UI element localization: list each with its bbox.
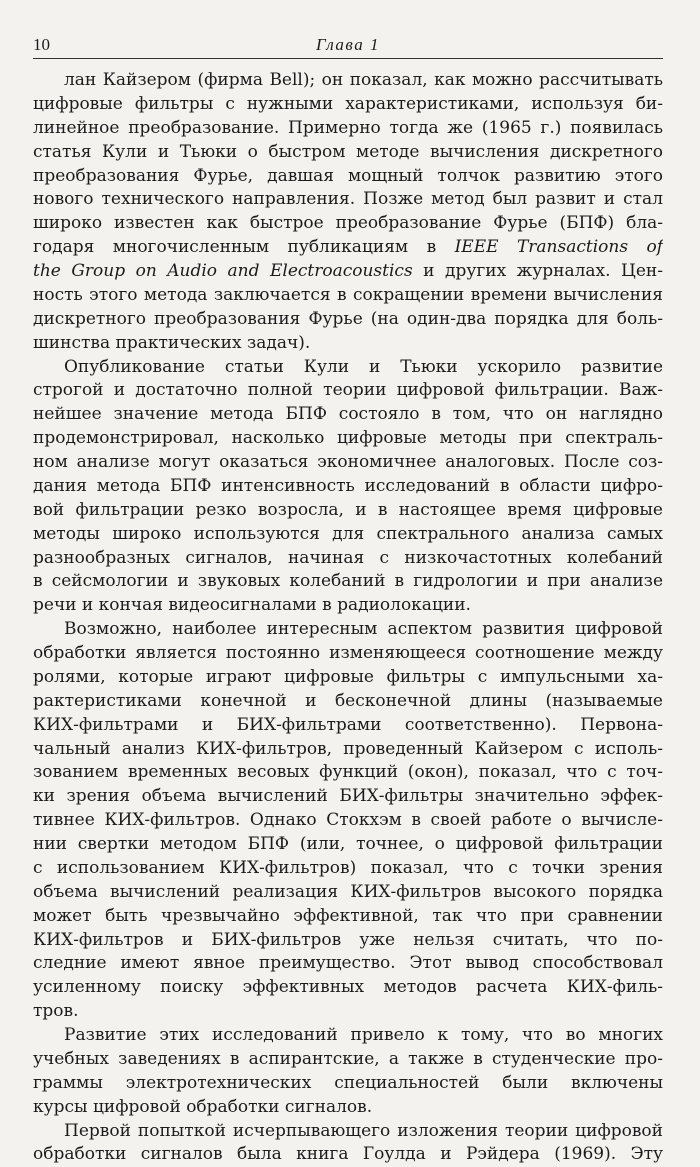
text-line [33, 499, 663, 523]
text-run: лан Кайзером (фирма Bell); он показал, как можно рассчитывать [64, 70, 663, 90]
text-run: курсы цифровой обработки сигналов. [33, 1097, 372, 1117]
text-run: продемонстрировал, насколько цифровые методы при спектраль- [33, 428, 663, 448]
italic-text: the Group on Audio and Electroacoustics [33, 261, 413, 281]
text-line [33, 738, 663, 762]
text-line [33, 881, 663, 905]
page-number: 10 [33, 34, 50, 56]
text-run: тров. [33, 1001, 79, 1021]
text-line [33, 379, 663, 403]
text-run: с использованием КИХ-фильтров) показал, что с точки зрения [33, 858, 663, 878]
text-line [33, 69, 663, 93]
text-line [33, 666, 663, 690]
text-line [33, 332, 663, 356]
text-line [33, 952, 663, 976]
text-line [33, 165, 663, 189]
text-run: статья Кули и Тьюки о быстром методе вычисления дискретного [33, 142, 663, 162]
text-line [33, 761, 663, 785]
text-run: усиленному поиску эффективных методов расчета КИХ-филь- [33, 977, 663, 997]
text-run: ролями, которые играют цифровые фильтры с импульсными ха- [33, 667, 663, 687]
text-run: учебных заведениях в аспирантские, а также в студенческие про- [33, 1049, 663, 1069]
text-line [33, 809, 663, 833]
text-run: КИХ-фильтров и БИХ-фильтров уже нельзя считать, что по- [33, 930, 663, 950]
paragraph [33, 356, 663, 619]
text-line [33, 260, 663, 284]
italic-text: IEEE Transactions of [455, 237, 663, 257]
text-run: преобразования Фурье, давшая мощный толчок развитию этого [33, 166, 663, 186]
chapter-title: Глава 1 [33, 34, 663, 56]
text-line [33, 475, 663, 499]
text-line [33, 117, 663, 141]
text-run: может быть чрезвычайно эффективной, так что при сравнении [33, 906, 663, 926]
text-run: дания метода БПФ интенсивность исследований в области цифро- [33, 476, 663, 496]
text-line [33, 451, 663, 475]
text-line [33, 905, 663, 929]
text-line [33, 1096, 663, 1120]
text-run: линейное преобразование. Примерно тогда же (1965 г.) появилась [33, 118, 663, 138]
paragraph [33, 69, 663, 356]
text-line [33, 1072, 663, 1096]
text-line [33, 308, 663, 332]
text-run: годаря многочисленным публикациям в [33, 237, 455, 257]
text-line [33, 141, 663, 165]
text-run: граммы электротехнических специальностей были включены [33, 1073, 663, 1093]
text-line [33, 188, 663, 212]
text-line [33, 642, 663, 666]
text-line [33, 1024, 663, 1048]
text-line [33, 618, 663, 642]
text-run: Первой попыткой исчерпывающего изложения теории цифровой [64, 1121, 663, 1141]
text-line [33, 594, 663, 618]
text-line [33, 1143, 663, 1167]
paragraph [33, 1120, 663, 1167]
text-run: нейшее значение метода БПФ состояло в том, что он наглядно [33, 404, 663, 424]
text-line [33, 403, 663, 427]
paragraph [33, 618, 663, 1024]
header-rule [33, 58, 663, 59]
text-run: следние имеют явное преимущество. Этот вывод способствовал [33, 953, 663, 973]
text-line [33, 857, 663, 881]
text-run: шинства практических задач). [33, 333, 310, 353]
text-run: ки зрения объема вычислений БИХ-фильтры значительно эффек- [33, 786, 663, 806]
text-run: строгой и достаточно полной теории цифровой фильтрации. Важ- [33, 380, 663, 400]
text-line [33, 833, 663, 857]
text-run: нового технического направления. Позже метод был развит и стал [33, 189, 663, 209]
text-line [33, 1048, 663, 1072]
text-line [33, 690, 663, 714]
text-run: обработки является постоянно изменяющееся соотношение между [33, 643, 663, 663]
text-run: Опубликование статьи Кули и Тьюки ускорило развитие [64, 357, 663, 377]
text-line [33, 976, 663, 1000]
text-run: широко известен как быстрое преобразование Фурье (БПФ) бла- [33, 213, 663, 233]
text-run: ность этого метода заключается в сокращении времени вычисления [33, 285, 663, 305]
text-run: обработки сигналов была книга Гоулда и Рэйдера (1969). Эту [33, 1144, 663, 1164]
text-run: методы широко используются для спектрального анализа самых [33, 524, 663, 544]
text-run: чальный анализ КИХ-фильтров, проведенный Кайзером с исполь- [33, 739, 663, 759]
text-line [33, 714, 663, 738]
text-run: рактеристиками конечной и бесконечной длины (называемые [33, 691, 663, 711]
text-run: зованием временных весовых функций (окон), показал, что с точ- [33, 762, 663, 782]
text-run: Развитие этих исследований привело к тому, что во многих [64, 1025, 663, 1045]
text-run: ном анализе могут оказаться экономичнее аналоговых. После соз- [33, 452, 663, 472]
text-line [33, 570, 663, 594]
text-line [33, 1120, 663, 1144]
text-run: разнообразных сигналов, начиная с низкочастотных колебаний [33, 548, 663, 568]
text-run: тивнее КИХ-фильтров. Однако Стокхэм в своей работе о вычисле- [33, 810, 663, 830]
text-run: в сейсмологии и звуковых колебаний в гидрологии и при анализе [33, 571, 663, 591]
text-line [33, 547, 663, 571]
text-run: речи и кончая видеосигналами в радиолокации. [33, 595, 471, 615]
page-body [33, 69, 663, 1167]
text-run: КИХ-фильтрами и БИХ-фильтрами соответственно). Первона- [33, 715, 663, 735]
text-run: вой фильтрации резко возросла, и в настоящее время цифровые [33, 500, 663, 520]
text-line [33, 356, 663, 380]
text-line [33, 236, 663, 260]
paragraph [33, 1024, 663, 1120]
text-run: объема вычислений реализация КИХ-фильтров высокого порядка [33, 882, 663, 902]
text-line [33, 427, 663, 451]
text-line [33, 1000, 663, 1024]
text-run: цифровые фильтры с нужными характеристиками, используя би- [33, 94, 663, 114]
text-run: нии свертки методом БПФ (или, точнее, о цифровой фильтрации [33, 834, 663, 854]
text-line [33, 93, 663, 117]
text-line [33, 212, 663, 236]
page-header [33, 34, 663, 56]
text-line [33, 523, 663, 547]
text-line [33, 284, 663, 308]
text-run: Возможно, наиболее интересным аспектом развития цифровой [64, 619, 663, 639]
text-run: и других журналах. Цен- [413, 261, 663, 281]
text-run: дискретного преобразования Фурье (на один-два порядка для боль- [33, 309, 663, 329]
text-line [33, 785, 663, 809]
text-line [33, 929, 663, 953]
